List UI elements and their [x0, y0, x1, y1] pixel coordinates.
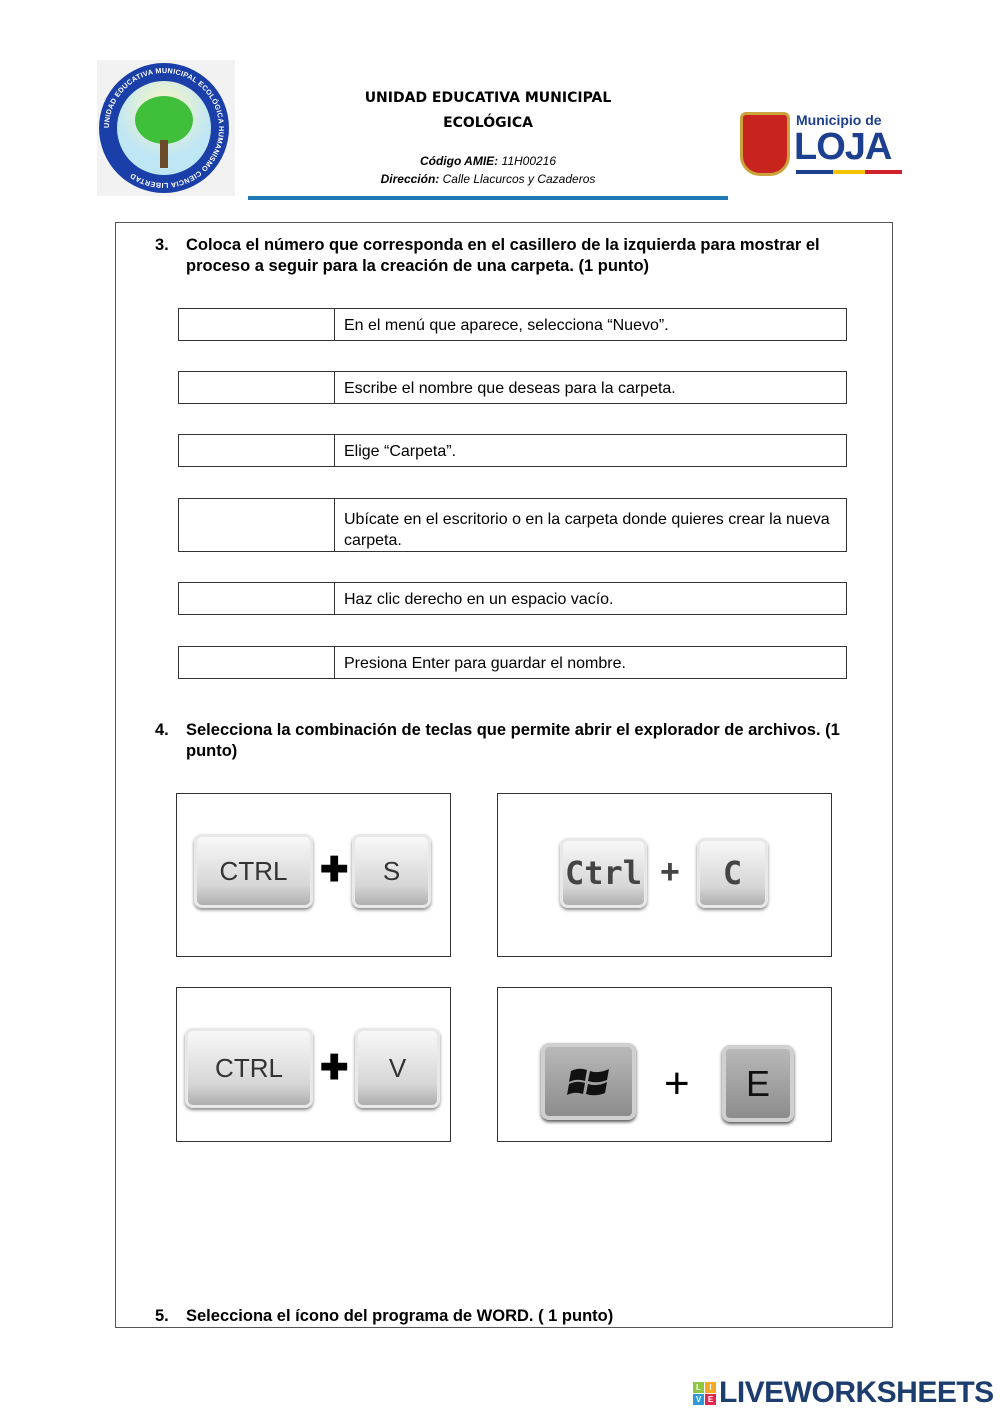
answer-box[interactable]	[179, 372, 335, 403]
question-number: 5.	[155, 1307, 169, 1325]
e-key: E	[722, 1045, 794, 1122]
step-text: Escribe el nombre que deseas para la carpeta.	[344, 380, 676, 397]
svg-text:UNIDAD EDUCATIVA MUNICIPAL ECO	[102, 66, 226, 190]
school-name-line2: ECOLÓGICA	[443, 115, 533, 131]
header-divider	[248, 196, 728, 200]
question-text: Selecciona el ícono del programa de WORD. ( 1 punto)	[186, 1307, 614, 1325]
answer-box[interactable]	[179, 435, 335, 466]
plus-icon: ✚	[320, 851, 349, 889]
answer-box[interactable]	[179, 583, 335, 614]
plus-icon: ✚	[320, 1049, 349, 1087]
v-key: V	[355, 1028, 440, 1108]
question-text: Selecciona la combinación de teclas que permite abrir el explorador de archivos. (1 punto)	[186, 721, 840, 760]
amie-label: Código AMIE:	[419, 154, 499, 168]
order-row	[178, 371, 847, 404]
step-text: Ubícate en el escritorio o en la carpeta donde quieres crear la nueva carpeta.	[344, 511, 830, 549]
address-value: Calle Llacurcos y Cazaderos	[442, 172, 596, 186]
liveworksheets-logo	[693, 1376, 994, 1410]
windows-logo-icon	[567, 1063, 611, 1101]
step-text: Elige “Carpeta”.	[344, 443, 457, 460]
answer-box[interactable]	[179, 499, 335, 551]
order-row	[178, 582, 847, 615]
address	[250, 172, 726, 186]
order-row	[178, 308, 847, 341]
school-logo-ring-text	[99, 63, 229, 193]
question-3	[155, 235, 885, 277]
answer-box[interactable]	[179, 309, 335, 340]
municipio-label: Municipio de	[796, 112, 882, 128]
liveworksheets-brand: LIVEWORKSHEETS	[719, 1376, 994, 1409]
liveworksheets-badge-icon: L I V E	[693, 1382, 716, 1405]
address-label: Dirección:	[380, 172, 440, 186]
school-name-line1: UNIDAD EDUCATIVA MUNICIPAL	[364, 90, 612, 106]
school-logo	[97, 60, 235, 196]
question-4	[155, 720, 855, 762]
question-text: Coloca el número que corresponda en el casillero de la izquierda para mostrar el proceso a seguir para la creación de una carpeta. (1 punto)	[186, 236, 820, 275]
plus-icon: +	[664, 1059, 690, 1108]
step-text: Presiona Enter para guardar el nombre.	[344, 655, 626, 672]
answer-box[interactable]	[179, 647, 335, 678]
plus-icon: +	[660, 853, 680, 891]
question-5	[155, 1306, 885, 1327]
amie-value: 11H00216	[501, 154, 557, 168]
school-logo-text: UNIDAD EDUCATIVA MUNICIPAL ECOLÓGICA HUMANISMO CIENCIA LIBERTAD	[101, 65, 227, 191]
ctrl-key: Ctrl	[560, 838, 647, 908]
amie-code	[250, 154, 726, 168]
order-row	[178, 498, 847, 552]
loja-label: LOJA	[794, 126, 892, 168]
coat-of-arms-icon	[740, 112, 790, 176]
s-key: S	[352, 834, 431, 908]
c-key: C	[697, 838, 768, 908]
question-number: 3.	[155, 236, 169, 254]
order-row	[178, 646, 847, 679]
ctrl-key: CTRL	[185, 1028, 313, 1108]
municipio-loja-logo	[740, 108, 905, 176]
question-number: 4.	[155, 721, 169, 739]
windows-key	[541, 1043, 636, 1120]
order-row	[178, 434, 847, 467]
step-text: Haz clic derecho en un espacio vacío.	[344, 591, 614, 608]
step-text: En el menú que aparece, selecciona “Nuevo”.	[344, 317, 669, 334]
ctrl-key: CTRL	[194, 834, 313, 908]
